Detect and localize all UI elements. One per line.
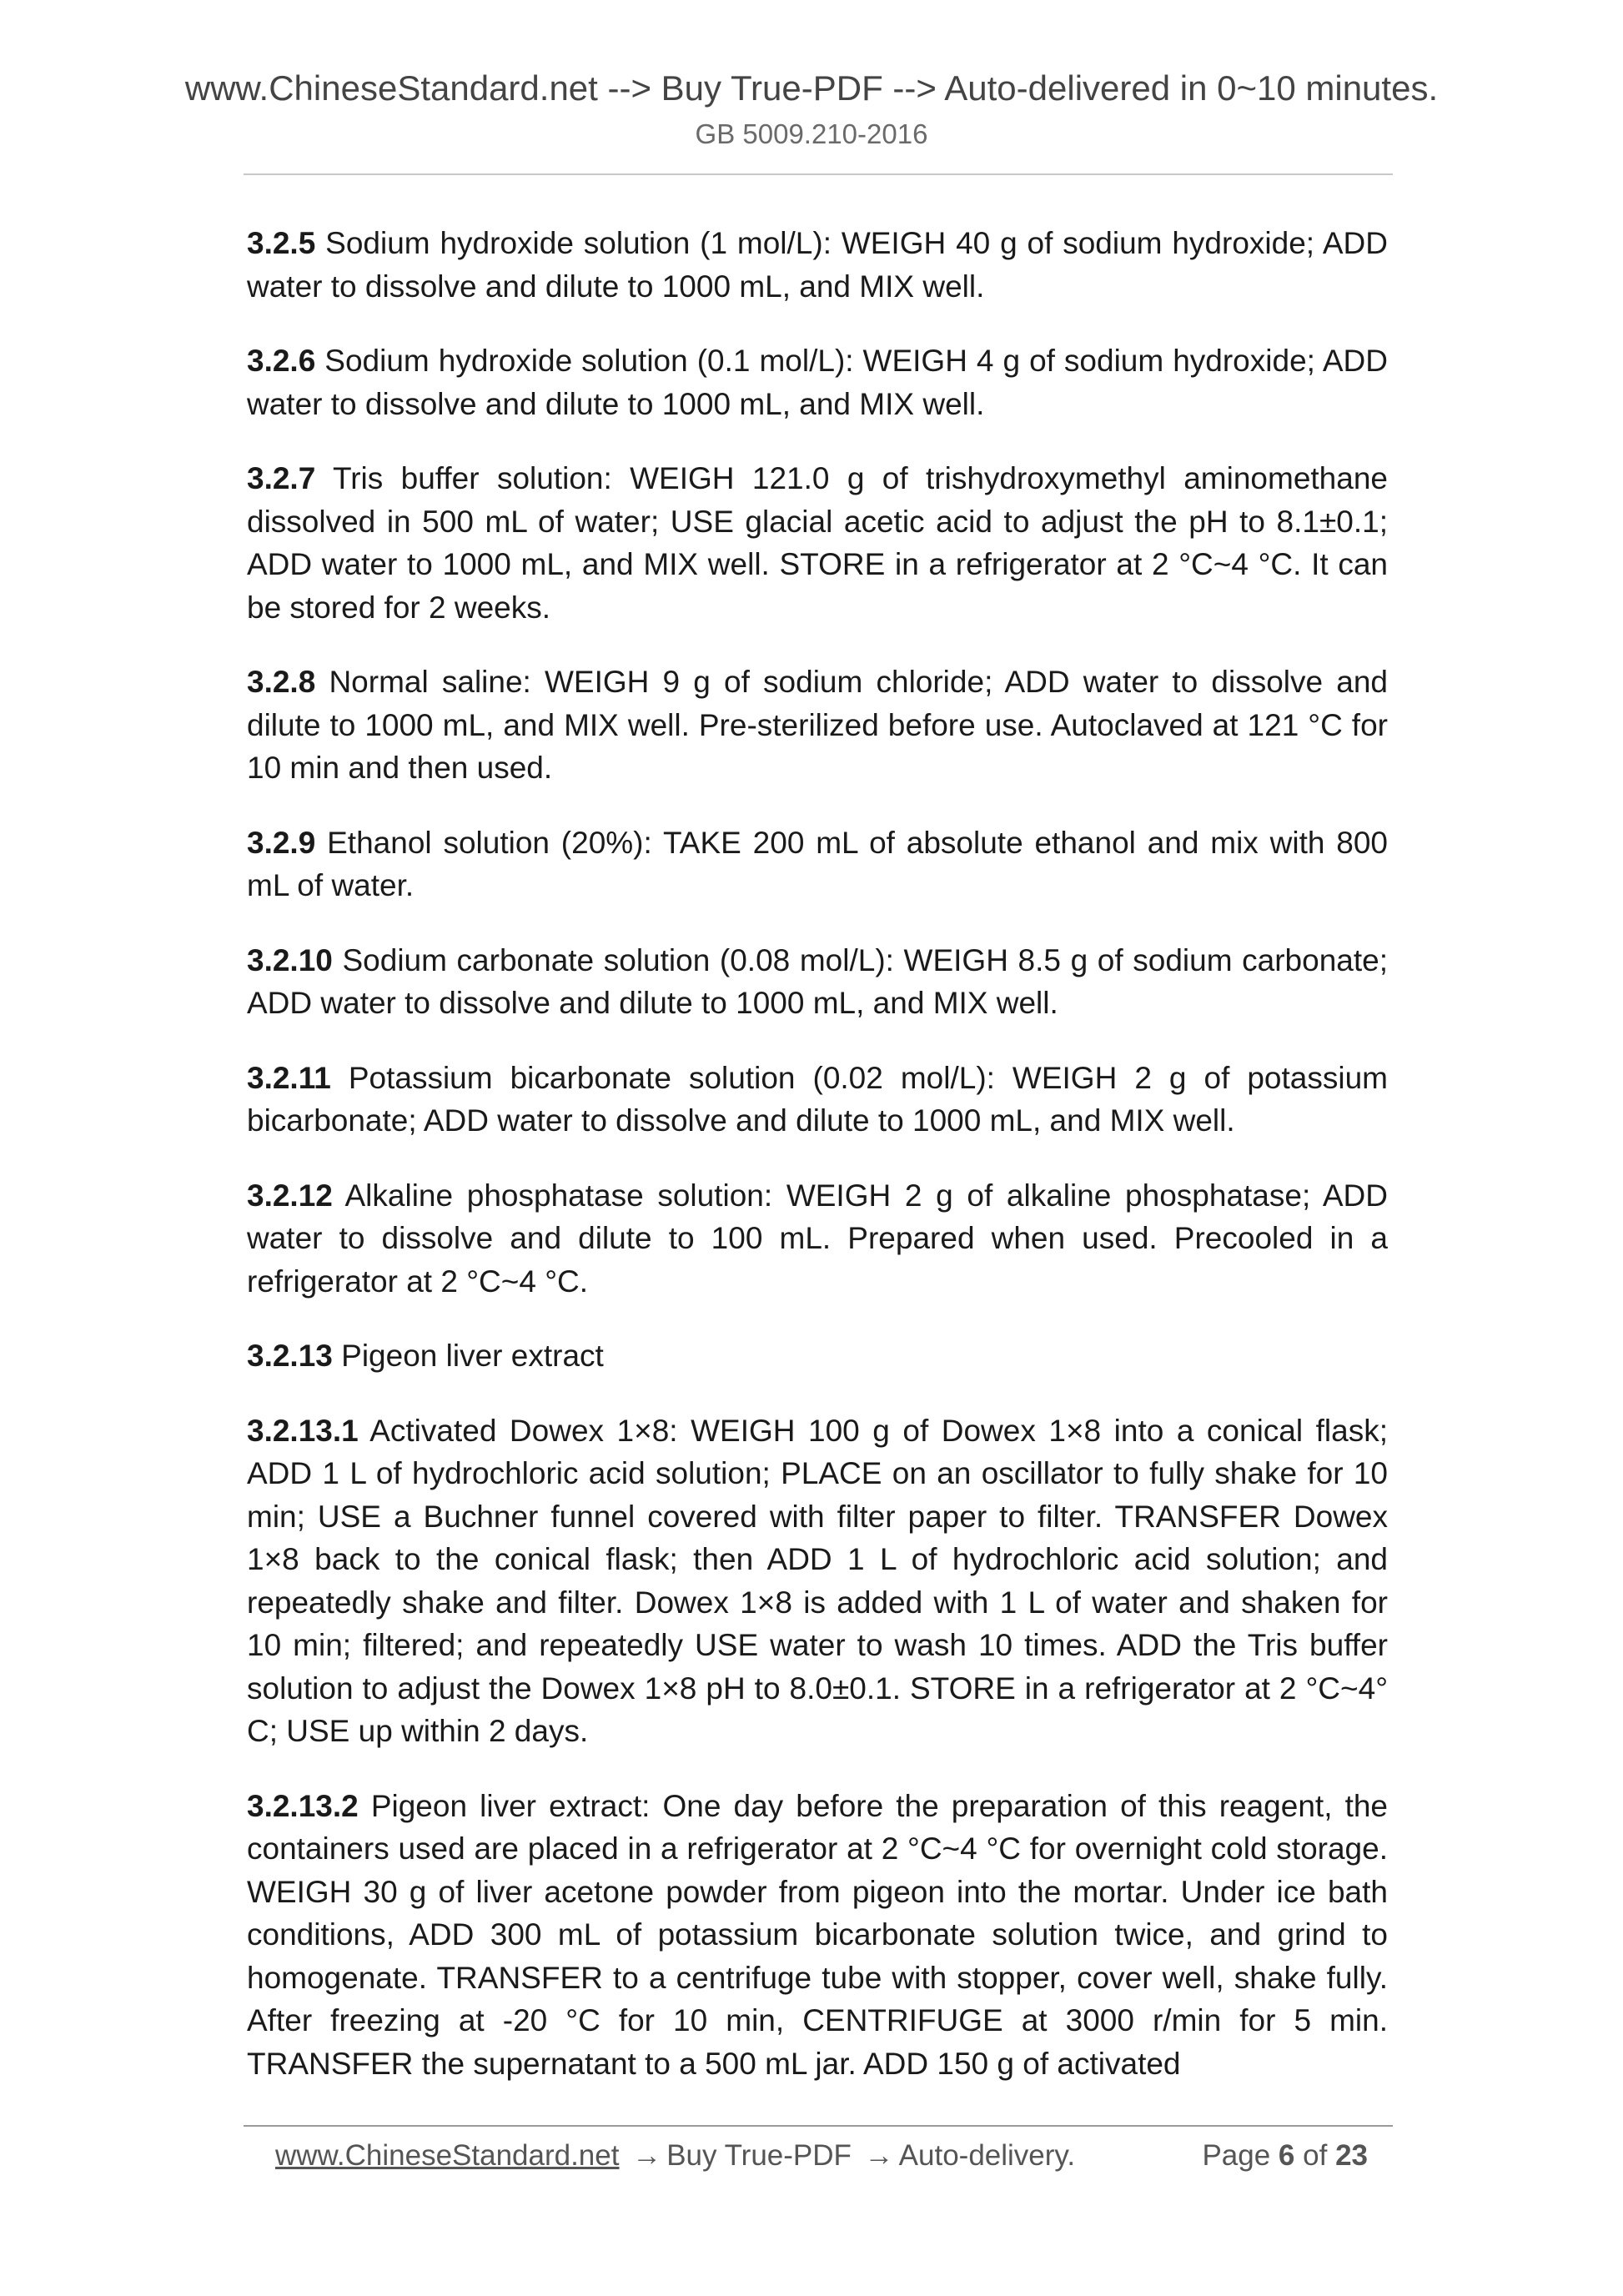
document-body — [247, 222, 1388, 2117]
clause-text: Ethanol solution (20%): TAKE 200 mL of absolute ethanol and mix with 800 mL of water. — [247, 825, 1388, 902]
footer-buy-text: Buy True-PDF — [666, 2139, 852, 2172]
clause-3-2-6 — [247, 339, 1388, 425]
page-footer — [275, 2135, 1368, 2177]
right-arrow-icon: → — [632, 2139, 662, 2172]
clause-text: Tris buffer solution: WEIGH 121.0 g of trishydroxymethyl aminomethane dissolved in 500 mL of water; USE glacial acetic acid to adjust the pH to 8.1±0.1; ADD water to 1000 mL, and MIX well. STORE in a refrigerator at 2 °C~4 °C. It can be stored for 2 weeks. — [247, 461, 1388, 625]
clause-number: 3.2.11 — [247, 1060, 331, 1095]
clause-text: Potassium bicarbonate solution (0.02 mol/L): WEIGH 2 g of potassium bicarbonate; ADD water to dissolve and dilute to 1000 mL, and MIX well. — [247, 1060, 1388, 1138]
clause-3-2-11 — [247, 1057, 1388, 1143]
page-label: Page — [1202, 2139, 1271, 2172]
header-banner: www.ChineseStandard.net --> Buy True-PDF --> Auto-delivered in 0~10 minutes. — [184, 68, 1439, 108]
standard-code: GB 5009.210-2016 — [695, 118, 928, 149]
total-pages: 23 — [1335, 2139, 1368, 2172]
footer-promo — [275, 2135, 1075, 2177]
clause-text: Alkaline phosphatase solution: WEIGH 2 g of alkaline phosphatase; ADD water to dissolve and dilute to 100 mL. Prepared when used. Precooled in a refrigerator at 2 °C~4 °C. — [247, 1178, 1388, 1299]
clause-text: Sodium carbonate solution (0.08 mol/L): WEIGH 8.5 g of sodium carbonate; ADD water to dissolve and dilute to 1000 mL, and MIX well. — [247, 942, 1388, 1020]
clause-number: 3.2.7 — [247, 461, 316, 495]
clause-text: Pigeon liver extract — [332, 1339, 604, 1373]
right-arrow-icon: → — [864, 2139, 894, 2172]
clause-number: 3.2.8 — [247, 665, 316, 699]
clause-3-2-5 — [247, 222, 1388, 308]
clause-number: 3.2.13.1 — [247, 1413, 359, 1448]
clause-number: 3.2.13 — [247, 1339, 333, 1373]
clause-number: 3.2.12 — [247, 1178, 333, 1213]
clause-3-2-13-2 — [247, 1785, 1388, 2086]
clause-number: 3.2.5 — [247, 226, 316, 260]
clause-number: 3.2.13.2 — [247, 1788, 359, 1823]
clause-text: Sodium hydroxide solution (0.1 mol/L): WEIGH 4 g of sodium hydroxide; ADD water to dissolve and dilute to 1000 mL, and MIX well. — [247, 344, 1388, 421]
clause-3-2-13 — [247, 1334, 1388, 1378]
clause-text: Sodium hydroxide solution (1 mol/L): WEIGH 40 g of sodium hydroxide; ADD water to dissolve and dilute to 1000 mL, and MIX well. — [247, 226, 1388, 304]
clause-number: 3.2.6 — [247, 344, 316, 378]
clause-number: 3.2.10 — [247, 942, 333, 977]
clause-3-2-8 — [247, 661, 1388, 790]
clause-3-2-9 — [247, 821, 1388, 907]
page-header — [0, 65, 1623, 153]
footer-divider — [244, 2125, 1393, 2127]
page-indicator — [1202, 2135, 1368, 2177]
header-divider — [244, 173, 1393, 175]
clause-3-2-7 — [247, 457, 1388, 629]
clause-text: Activated Dowex 1×8: WEIGH 100 g of Dowex 1×8 into a conical flask; ADD 1 L of hydrochloric acid solution; PLACE on an oscillator to fully shake for 10 min; USE a Buchner funnel covered with filter paper to filter. TRANSFER Dowex 1×8 back to the conical flask; then ADD 1 L of hydrochloric acid solution; and repeatedly shake and filter. Dowex 1×8 is added with 1 L of water and shaken for 10 min; filtered; and repeatedly USE water to wash 10 times. ADD the Tris buffer solution to adjust the Dowex 1×8 pH to 8.0±0.1. STORE in a refrigerator at 2 °C~4° C; USE up within 2 days. — [247, 1413, 1388, 1748]
clause-number: 3.2.9 — [247, 825, 316, 860]
clause-3-2-10 — [247, 939, 1388, 1025]
clause-3-2-12 — [247, 1174, 1388, 1304]
footer-delivery-text: Auto-delivery. — [898, 2139, 1076, 2172]
clause-3-2-13-1 — [247, 1409, 1388, 1753]
site-link[interactable]: www.ChineseStandard.net — [275, 2139, 620, 2172]
of-label: of — [1303, 2139, 1328, 2172]
clause-text: Pigeon liver extract: One day before the preparation of this reagent, the containers used are placed in a refrigerator at 2 °C~4 °C for overnight cold storage. WEIGH 30 g of liver acetone powder from pigeon into the mortar. Under ice bath conditions, ADD 300 mL of potassium bicarbonate solution twice, and grind to homogenate. TRANSFER to a centrifuge tube with stopper, cover well, shake fully. After freezing at -20 °C for 10 min, CENTRIFUGE at 3000 r/min for 5 min. TRANSFER the supernatant to a 500 mL jar. ADD 150 g of activated — [247, 1788, 1388, 2081]
clause-text: Normal saline: WEIGH 9 g of sodium chloride; ADD water to dissolve and dilute to 1000 mL, and MIX well. Pre-sterilized before use. Autoclaved at 121 °C for 10 min and then used. — [247, 665, 1388, 785]
page-number: 6 — [1278, 2139, 1295, 2172]
